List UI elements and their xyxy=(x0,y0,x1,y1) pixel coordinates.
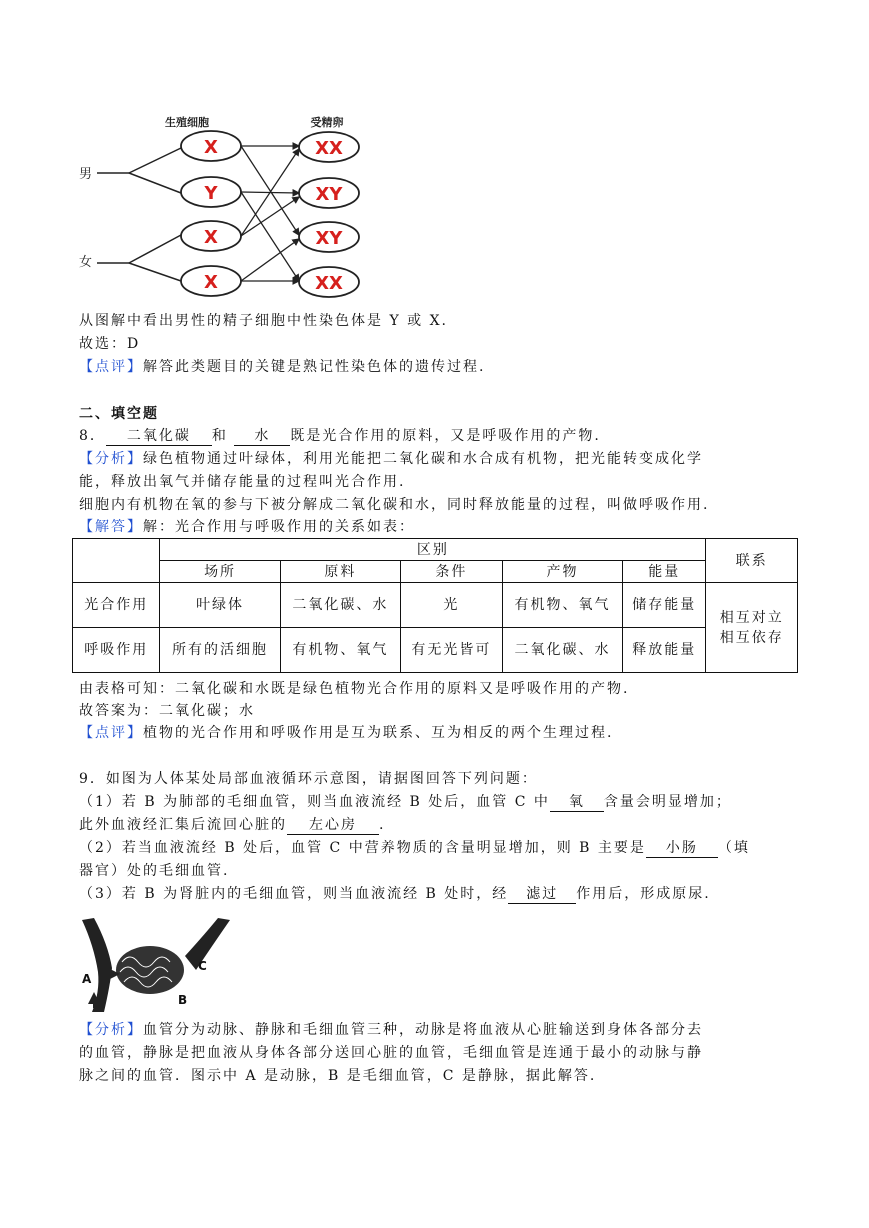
q7-answer: 故选：D xyxy=(79,336,141,352)
gamete-1 xyxy=(181,131,241,161)
q9-part2: （2）若当血液流经 B 处后，血管 C 中营养物质的含量明显增加，则 B 主要是 小肠 （填 xyxy=(79,840,750,856)
q8-conclusion: 由表格可知：二氧化碳和水既是绿色植物光合作用的原料又是呼吸作用的产物. xyxy=(79,681,630,697)
gamete-2 xyxy=(181,177,241,207)
table-link-cell: 相互对立 相互依存 xyxy=(706,583,798,673)
comment-tag: 【点评】 xyxy=(79,359,143,375)
zygote-1 xyxy=(299,132,359,162)
comparison-table: 区别 联系 场所 原料 条件 产物 能量 光合作用 叶绿体 二氧化碳、水 光 有机物、氧气 储存能量 相互对立 相互依存 呼吸作用 所有的活细胞 有机物、氧气 有无光皆可 二氧化碳、水 释放能量 xyxy=(72,538,798,673)
q8-blank-1: 二氧化碳 xyxy=(106,428,212,446)
q9-part3: （3）若 B 为肾脏内的毛细血管，则当血液流经 B 处时，经 滤过 作用后，形成原尿. xyxy=(79,886,711,902)
q9-stem: 9．如图为人体某处局部血液循环示意图，请据图回答下列问题： xyxy=(79,771,538,787)
section-title: 二、填空题 xyxy=(79,406,159,422)
q8-solution: 【解答】解：光合作用与呼吸作用的关系如表： xyxy=(79,519,415,535)
svg-text:X: X xyxy=(204,137,218,158)
q7-conclusion: 从图解中看出男性的精子细胞中性染色体是 Y 或 X. xyxy=(79,313,449,329)
svg-text:XX: XX xyxy=(315,138,343,159)
svg-text:A: A xyxy=(82,972,92,986)
svg-text:Y: Y xyxy=(204,183,218,204)
svg-text:X: X xyxy=(204,272,218,293)
label-female: 女 xyxy=(79,255,93,270)
q8-analysis-1: 【分析】绿色植物通过叶绿体，利用光能把二氧化碳和水合成有机物，把光能转变成化学 xyxy=(79,451,703,467)
q9-analysis-1: 【分析】血管分为动脉、静脉和毛细血管三种，动脉是将血液从心脏输送到身体各部分去 xyxy=(79,1022,703,1038)
svg-text:X: X xyxy=(204,227,218,248)
zygote-4 xyxy=(299,267,359,297)
inheritance-diagram xyxy=(79,113,369,303)
q9-analysis-2: 的血管，静脉是把血液从身体各部分送回心脏的血管，毛细血管是连通于最小的动脉与静 xyxy=(79,1045,703,1061)
q8-analysis-2: 能，释放出氧气并储存能量的过程叫光合作用. xyxy=(79,474,406,490)
header-zygotes: 受精卵 xyxy=(310,116,344,129)
svg-text:XY: XY xyxy=(315,184,343,205)
label-male: 男 xyxy=(79,167,93,182)
q8-blank-2: 水 xyxy=(234,428,290,446)
table-header-link: 联系 xyxy=(706,539,798,583)
q7-comment: 【点评】解答此类题目的关键是熟记性染色体的遗传过程. xyxy=(79,359,486,375)
table-row: 光合作用 叶绿体 二氧化碳、水 光 有机物、氧气 储存能量 相互对立 相互依存 xyxy=(73,583,798,628)
blood-circulation-diagram xyxy=(80,916,230,1012)
q9-part1-cont: 此外血液经汇集后流回心脏的 左心房 . xyxy=(79,817,386,833)
table-header-diff: 区别 xyxy=(160,539,706,561)
svg-text:B: B xyxy=(178,993,188,1007)
zygote-3 xyxy=(299,222,359,252)
svg-text:XX: XX xyxy=(315,273,343,294)
zygote-2 xyxy=(299,178,359,208)
gamete-3 xyxy=(181,221,241,251)
header-gametes: 生殖细胞 xyxy=(165,116,209,129)
svg-text:C: C xyxy=(198,959,207,973)
q8-analysis-3: 细胞内有机物在氧的参与下被分解成二氧化碳和水，同时释放能量的过程，叫做呼吸作用. xyxy=(79,497,710,513)
q8-answer: 故答案为：二氧化碳；水 xyxy=(79,703,255,719)
q9-part1: （1）若 B 为肺部的毛细血管，则当血液流经 B 处后，血管 C 中 氧 含量会明显增加； xyxy=(79,794,732,810)
q9-part2-cont: 器官）处的毛细血管. xyxy=(79,863,230,879)
q8-stem: 8． 二氧化碳 和 水 既是光合作用的原料，又是呼吸作用的产物. xyxy=(79,428,601,444)
svg-text:XY: XY xyxy=(315,228,343,249)
q8-comment: 【点评】植物的光合作用和呼吸作用是互为联系、互为相反的两个生理过程. xyxy=(79,725,614,741)
table-row: 呼吸作用 所有的活细胞 有机物、氧气 有无光皆可 二氧化碳、水 释放能量 xyxy=(73,628,798,673)
gamete-4 xyxy=(181,266,241,296)
q9-analysis-3: 脉之间的血管．图示中 A 是动脉，B 是毛细血管，C 是静脉，据此解答. xyxy=(79,1068,597,1084)
